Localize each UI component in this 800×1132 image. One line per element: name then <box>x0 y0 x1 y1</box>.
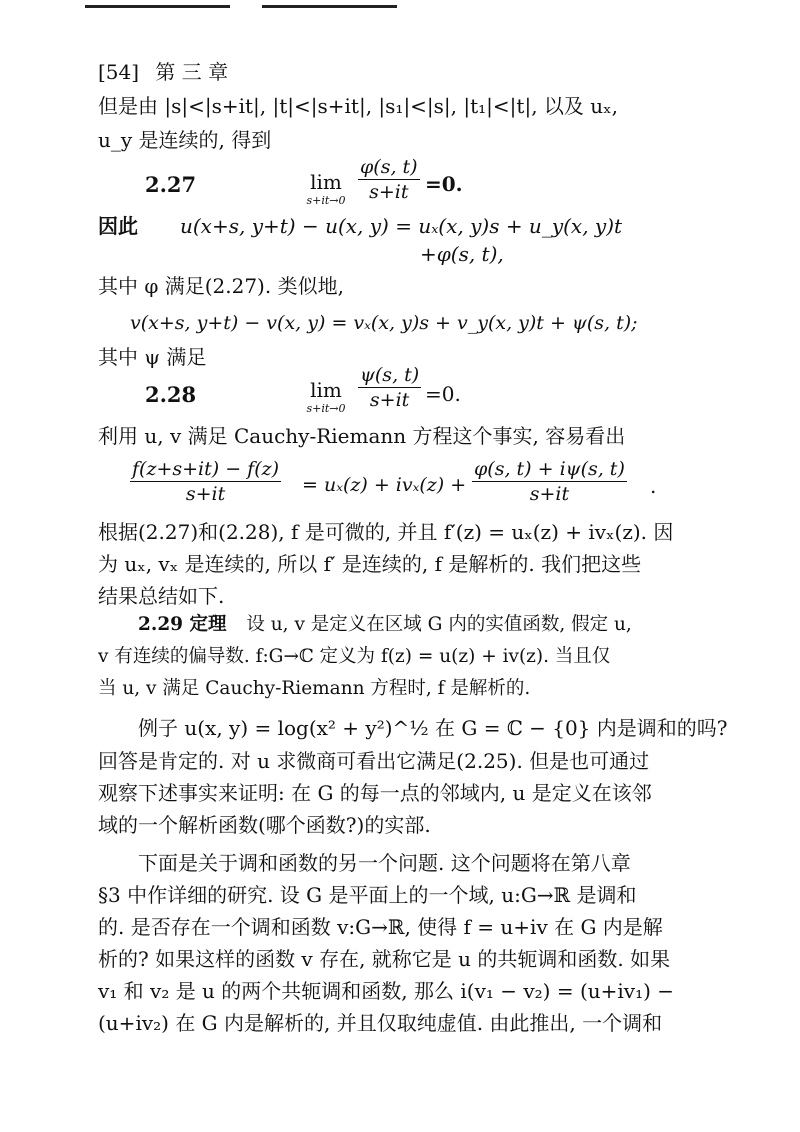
chapter-title: 第 三 章 <box>155 60 229 84</box>
theorem-line2: v 有连续的偏导数. f:G→ℂ 定义为 f(z) = u(z) + iv(z). 当且仅 <box>98 646 611 667</box>
para1-line1: 但是由 |s|<|s+it|, |t|<|s+it|, |s₁|<|s|, |t₁|<|t|, 以及 uₓ, <box>98 94 618 118</box>
where-phi-line: 其中 φ 满足(2.27). 类似地, <box>98 274 344 298</box>
para3-line2: §3 中作详细的研究. 设 G 是平面上的一个域, u:G→ℝ 是调和 <box>98 883 637 907</box>
limit-subscript: s+it→0 <box>306 194 346 207</box>
top-rule-left <box>85 5 230 8</box>
para2-line2: 为 uₓ, vₓ 是连续的, 所以 f′ 是连续的, f 是解析的. 我们把这些 <box>98 552 642 576</box>
theorem-line3: 当 u, v 满足 Cauchy-Riemann 方程时, f 是解析的. <box>98 678 531 699</box>
fraction-numerator: φ(s, t) + iψ(s, t) <box>474 458 625 480</box>
eq-2-27-rhs: =0. <box>425 172 463 196</box>
para2-line3: 结果总结如下. <box>98 584 225 608</box>
where-psi-line: 其中 ψ 满足 <box>98 345 207 369</box>
eq-2-28-limit <box>296 378 356 415</box>
example-line3: 观察下述事实来证明: 在 G 的每一点的邻域内, u 是定义在该邻 <box>98 781 652 805</box>
top-rule-right <box>262 5 397 8</box>
big-eq-middle: = uₓ(z) + ivₓ(z) + <box>302 474 467 496</box>
because-equation-line1: u(x+s, y+t) − u(x, y) = uₓ(x, y)s + u_y(x, y)t <box>180 214 623 238</box>
example-line2: 回答是肯定的. 对 u 求微商可看出它满足(2.25). 但是也可通过 <box>98 749 650 773</box>
eq-2-28-rhs: =0. <box>425 382 461 406</box>
big-eq-end: . <box>650 474 657 498</box>
fraction-numerator: φ(s, t) <box>360 156 418 178</box>
v-equation: v(x+s, y+t) − v(x, y) = vₓ(x, y)s + v_y(x, y)t + ψ(s, t); <box>130 312 638 334</box>
because-equation-line2: +φ(s, t), <box>420 242 504 266</box>
para3-line1: 下面是关于调和函数的另一个问题. 这个问题将在第八章 <box>138 851 631 875</box>
because-lead: 因此 <box>98 214 138 238</box>
eq-2-27-label: 2.27 <box>145 172 197 197</box>
para2-line1: 根据(2.27)和(2.28), f 是可微的, 并且 f′(z) = uₓ(z) + ivₓ(z). 因 <box>98 520 674 544</box>
fraction-numerator: ψ(s, t) <box>360 364 420 386</box>
para1-line2: u_y 是连续的, 得到 <box>98 128 272 152</box>
page-header <box>98 60 228 84</box>
example-line1: 例子 u(x, y) = log(x² + y²)^½ 在 G = ℂ − {0} 内是调和的吗? <box>138 716 728 740</box>
para3-line5: v₁ 和 v₂ 是 u 的两个共轭调和函数, 那么 i(v₁ − v₂) = (u+iv₁) − <box>98 979 675 1003</box>
theorem-label: 2.29 定理 <box>138 614 227 635</box>
fraction-denominator: s+it <box>369 181 409 203</box>
para3-line6: (u+iv₂) 在 G 内是解析的, 并且仅取纯虚值. 由此推出, 一个调和 <box>98 1011 663 1035</box>
example-line4: 域的一个解析函数(哪个函数?)的实部. <box>98 813 431 837</box>
eq-2-28-fraction <box>358 364 421 411</box>
page-number: [54] <box>98 60 140 84</box>
para3-line3: 的. 是否存在一个调和函数 v:G→ℝ, 使得 f = u+iv 在 G 内是解 <box>98 915 663 939</box>
eq-2-27-fraction <box>358 156 420 203</box>
big-eq-rhs-fraction <box>472 458 627 505</box>
fraction-numerator: f(z+s+it) − f(z) <box>132 458 280 480</box>
fraction-denominator: s+it <box>185 483 226 505</box>
eq-2-27-limit <box>296 170 356 207</box>
theorem-line1 <box>138 614 632 636</box>
theorem-text: 设 u, v 是定义在区域 G 内的实值函数, 假定 u, <box>246 614 632 635</box>
para3-line4: 析的? 如果这样的函数 v 存在, 就称它是 u 的共轭调和函数. 如果 <box>98 947 671 971</box>
eq-2-28-label: 2.28 <box>145 382 197 407</box>
big-eq-lhs-fraction <box>130 458 281 505</box>
limit-word: lim <box>310 378 342 402</box>
limit-word: lim <box>310 170 342 194</box>
limit-subscript: s+it→0 <box>306 402 346 415</box>
cauchy-line: 利用 u, v 满足 Cauchy-Riemann 方程这个事实, 容易看出 <box>98 424 626 448</box>
fraction-denominator: s+it <box>529 483 570 505</box>
fraction-denominator: s+it <box>369 389 410 411</box>
